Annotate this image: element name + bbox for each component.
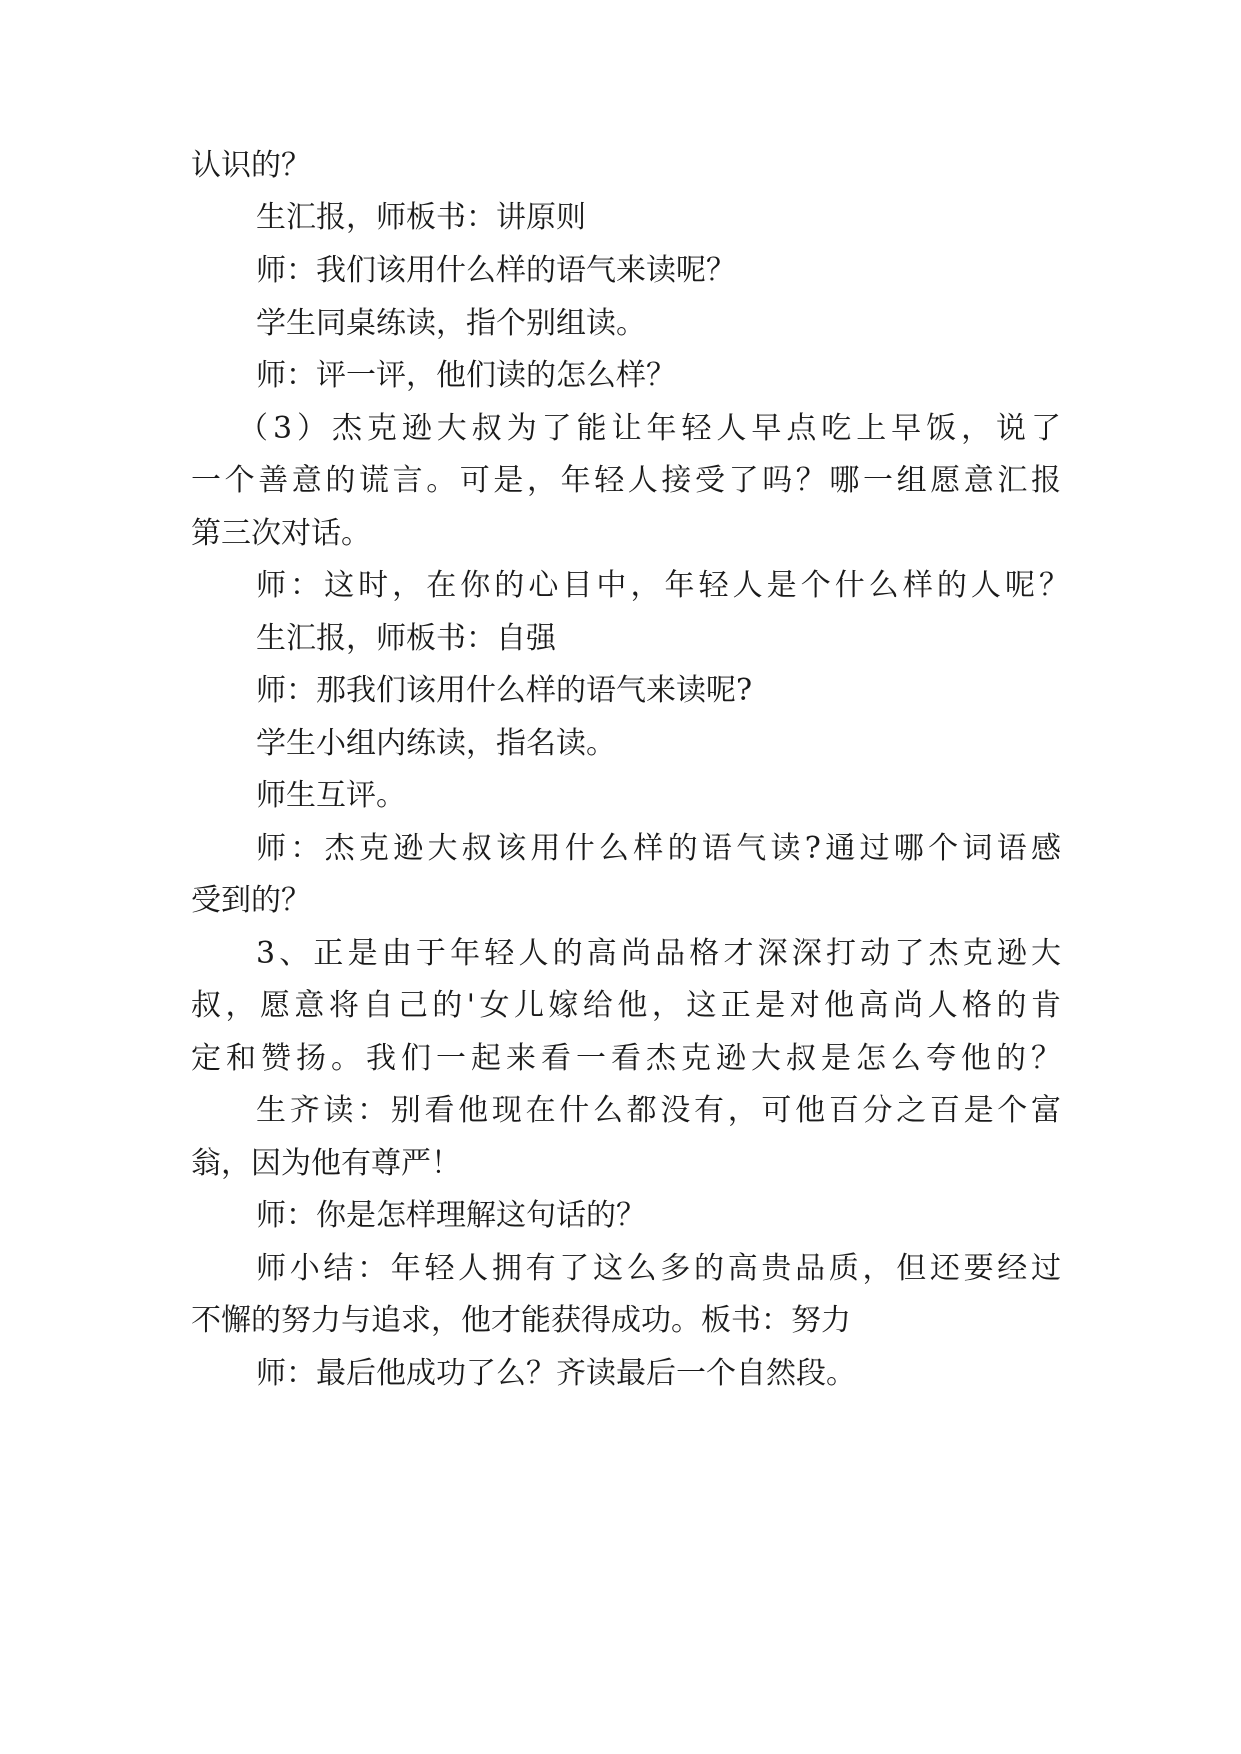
text-line: 定和赞扬。我们一起来看一看杰克逊大叔是怎么夸他的？ [191,1041,1061,1076]
text-line: 受到的？ [191,883,311,918]
text-line: 师：你是怎样理解这句话的？ [256,1198,646,1233]
text-line: 师：评一评，他们读的怎么样？ [256,358,676,393]
text-line: 不懈的努力与追求，他才能获得成功。板书：努力 [191,1303,851,1338]
text-line: 师：那我们该用什么样的语气来读呢? [256,673,753,708]
text-line: 3、正是由于年轻人的高尚品格才深深打动了杰克逊大 [256,936,1061,971]
text-line: 学生同桌练读，指个别组读。 [256,306,646,341]
text-line: 生汇报，师板书：自强 [256,621,556,656]
text-line: 师：这时，在你的心目中，年轻人是个什么样的人呢？ [256,568,1069,603]
text-line: 翁，因为他有尊严！ [191,1146,461,1181]
text-line: 师小结：年轻人拥有了这么多的高贵品质，但还要经过 [256,1251,1061,1286]
text-line: （3）杰克逊大叔为了能让年轻人早点吃上早饭，说了 [238,411,1061,446]
text-line: 一个善意的谎言。可是，年轻人接受了吗？哪一组愿意汇报 [191,463,1061,498]
text-line: 生齐读：别看他现在什么都没有，可他百分之百是个富 [256,1093,1061,1128]
text-line: 叔，愿意将自己的'女儿嫁给他，这正是对他高尚人格的肯 [191,988,1061,1023]
text-line: 第三次对话。 [191,516,371,551]
text-line: 学生小组内练读，指名读。 [256,726,616,761]
text-line: 师生互评。 [256,778,406,813]
text-line: 师：最后他成功了么？齐读最后一个自然段。 [256,1356,856,1391]
text-line: 师：杰克逊大叔该用什么样的语气读?通过哪个词语感 [256,831,1061,866]
text-line: 认识的？ [191,148,311,183]
text-line: 师：我们该用什么样的语气来读呢？ [256,253,736,288]
text-line: 生汇报，师板书：讲原则 [256,200,586,235]
